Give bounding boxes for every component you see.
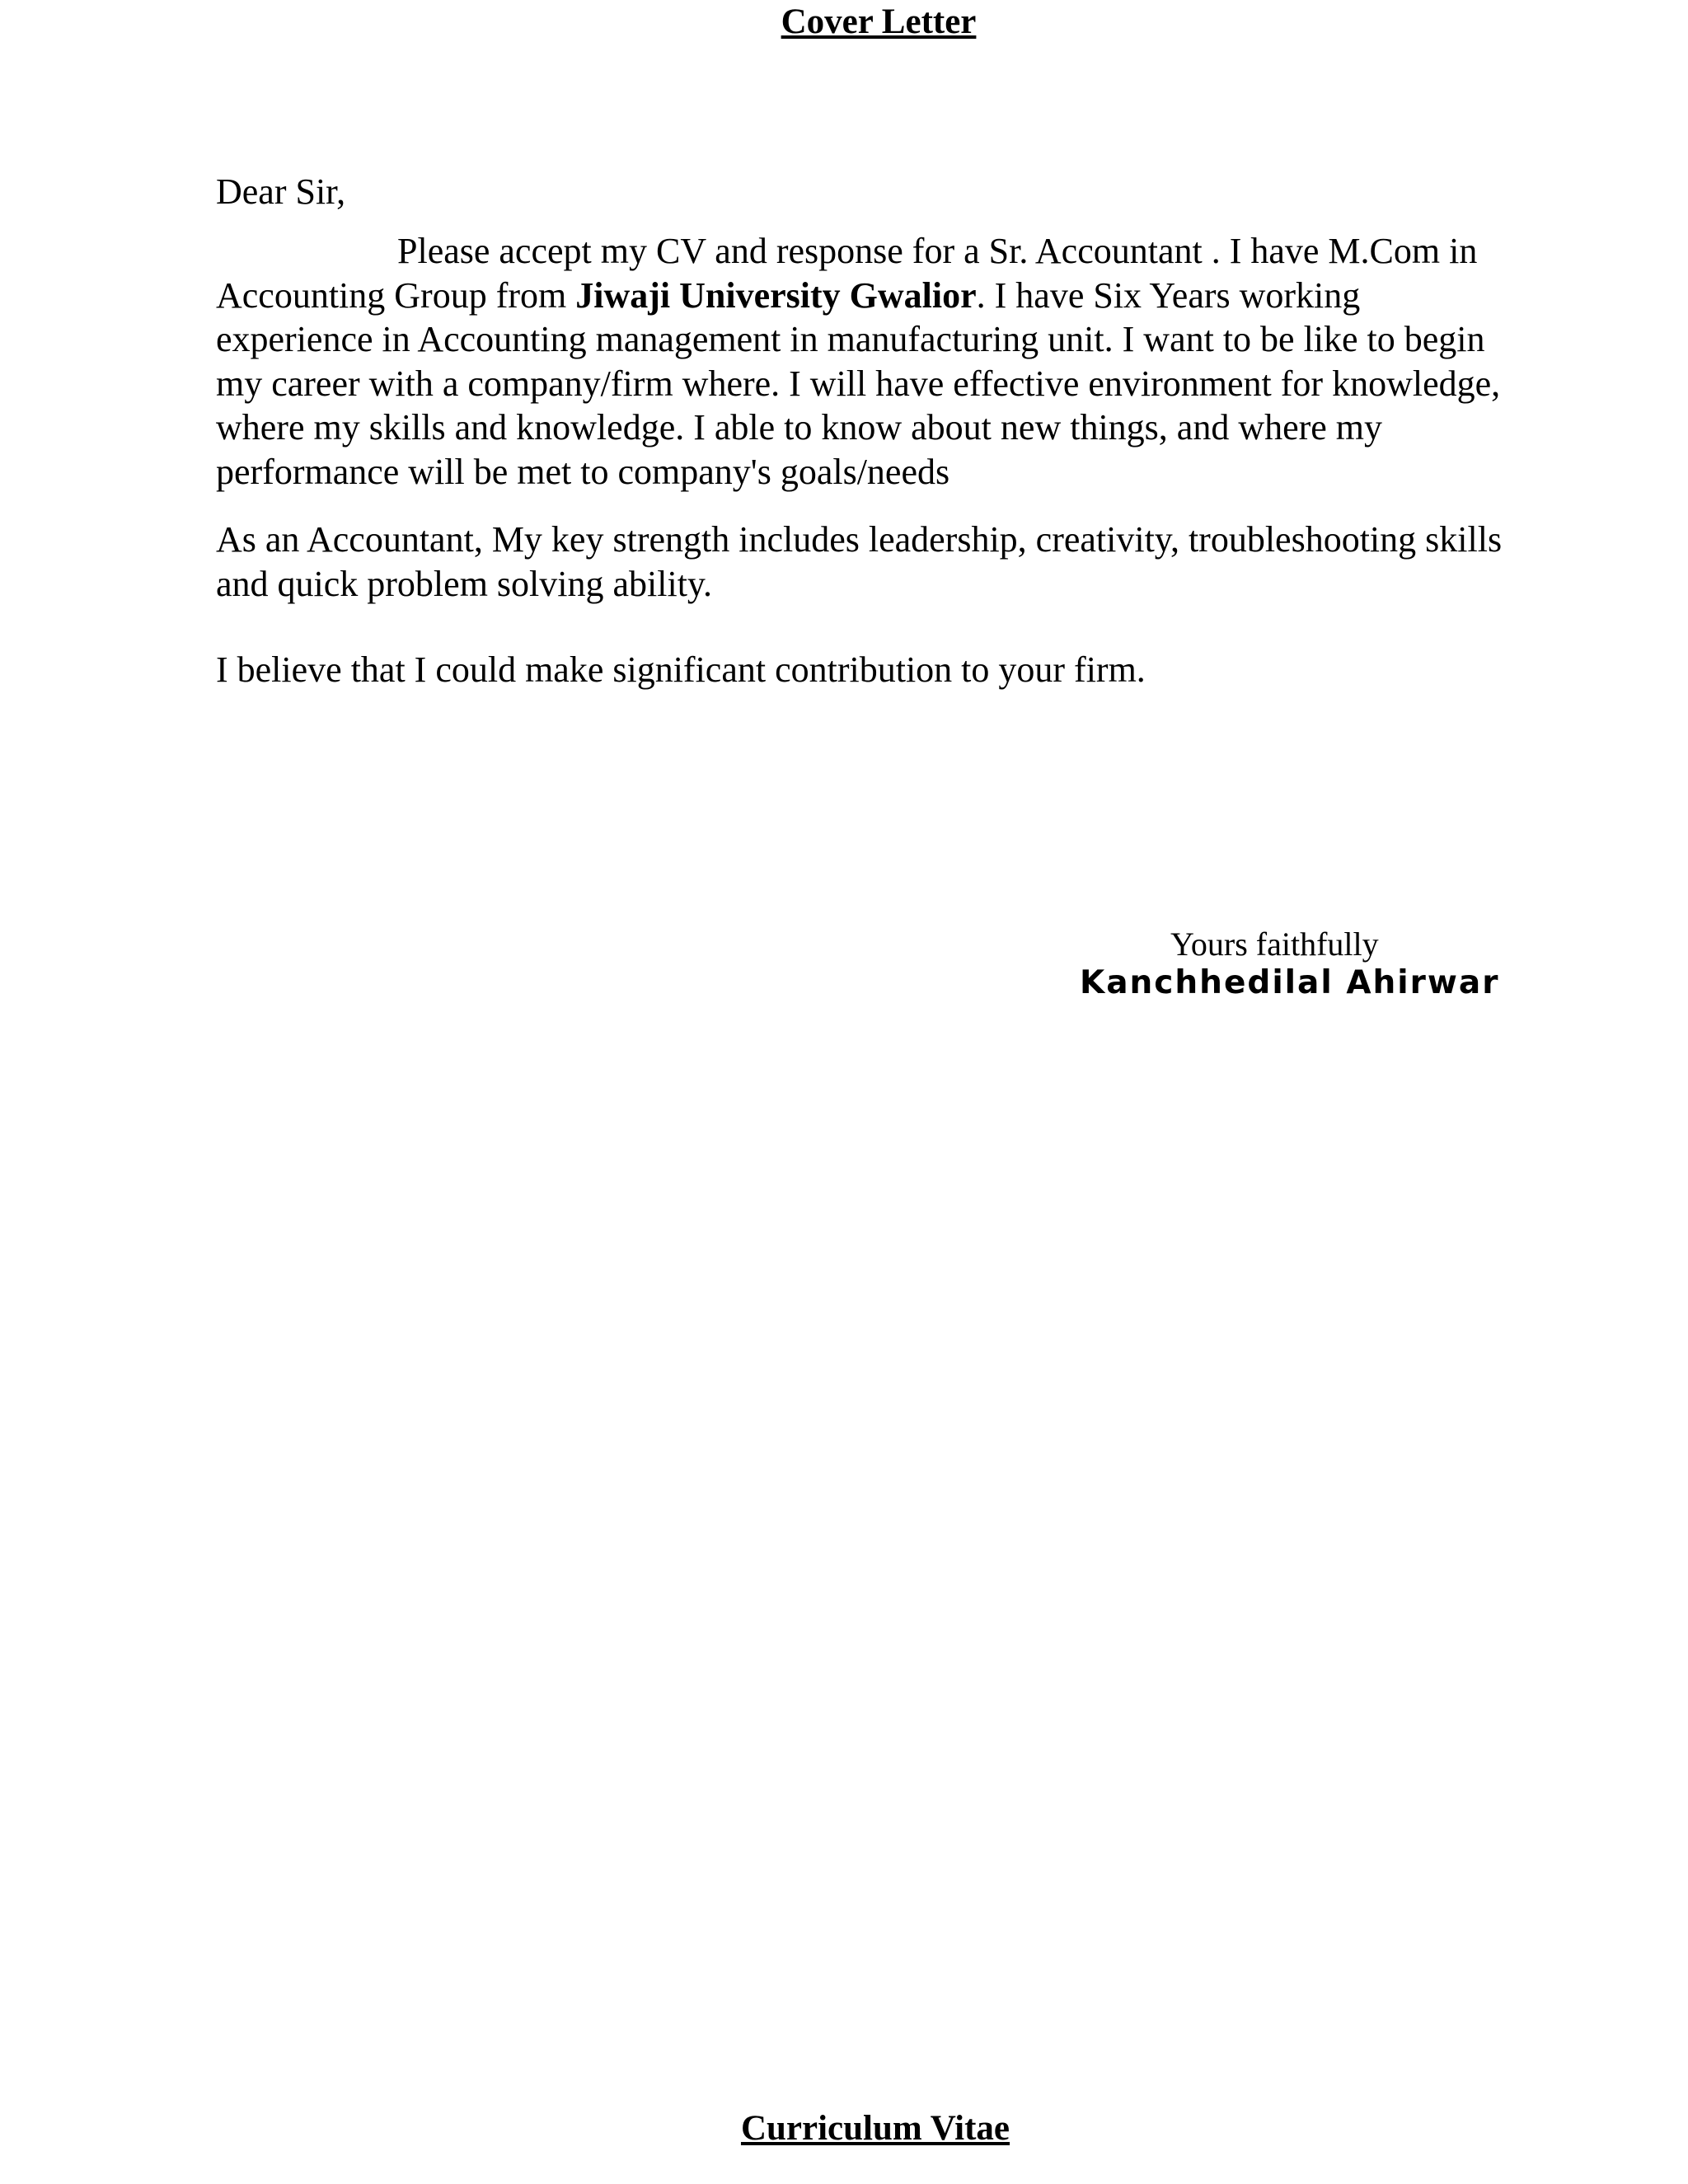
salutation: Dear Sir,: [216, 171, 346, 212]
closing: Yours faithfully: [1170, 926, 1379, 963]
signature-name: Kanchhedilal Ahirwar: [1080, 964, 1500, 1001]
paragraph-intro-text-after: . I have Six Years working experience in Accounting management in manufacturing unit. I want to be like to begin my career with a company/firm where. I will have effective environment for knowledge, where my skills and knowledge. I able to know about new things, and where my performance will be met to company's goals/needs: [216, 274, 1501, 492]
paragraph-contribution: I believe that I could make significant contribution to your firm.: [216, 649, 1146, 690]
paragraph-intro: [216, 229, 1518, 494]
section-title-cv: Curriculum Vitae: [740, 2109, 1010, 2148]
paragraph-intro-text-before: Please accept my CV and response for a Sr. Accountant . I have M.Com in Accounting Group from: [216, 231, 1478, 316]
university-name: Jiwaji University Gwalior: [575, 274, 977, 316]
page-title: Cover Letter: [781, 2, 977, 41]
paragraph-strengths: As an Accountant, My key strength includes leadership, creativity, troubleshooting skills and quick problem solving ability.: [216, 519, 1503, 604]
